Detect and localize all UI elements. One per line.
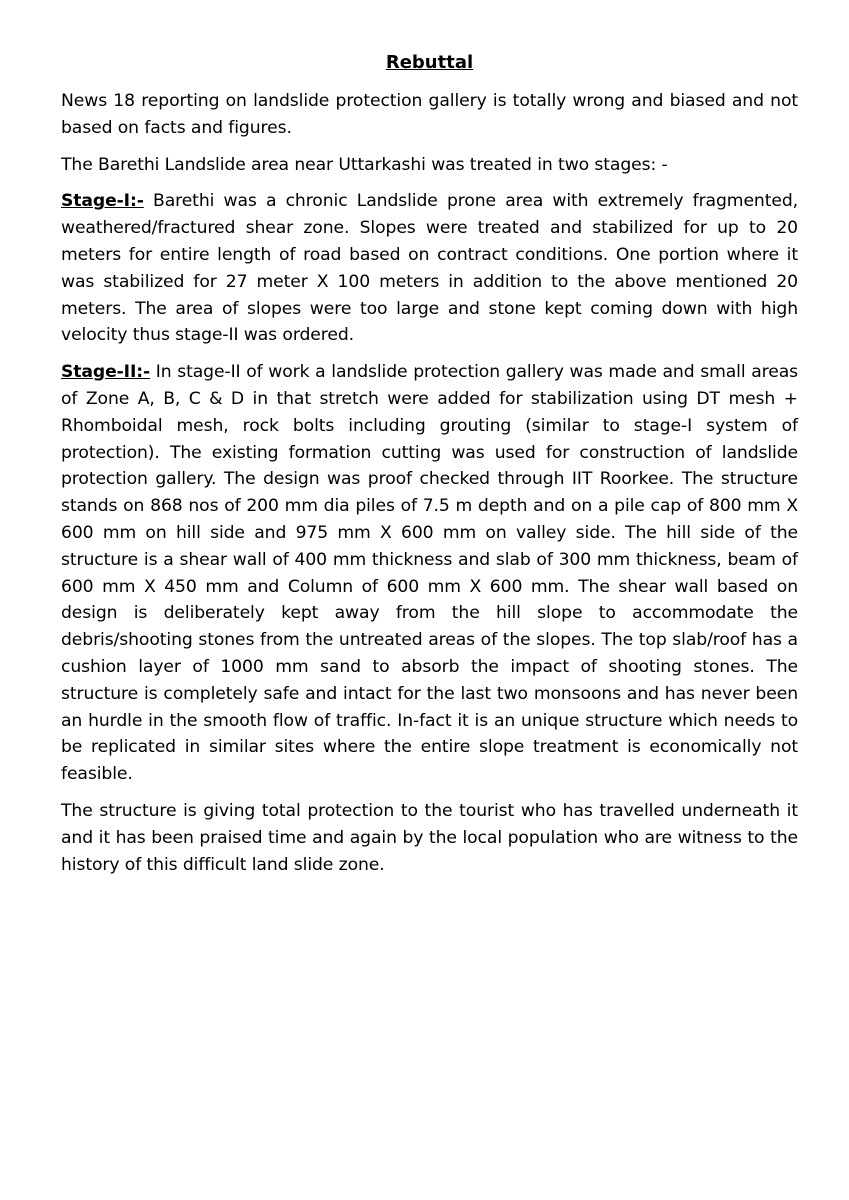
stages-intro-paragraph: The Barethi Landslide area near Uttarkashi was treated in two stages: - — [61, 154, 668, 175]
stage-1-label: Stage-I:- — [61, 191, 144, 212]
stage-1-paragraph — [61, 188, 798, 349]
intro-paragraph: News 18 reporting on landslide protection gallery is totally wrong and biased and not based on facts and figures. — [61, 91, 798, 138]
closing-paragraph: The structure is giving total protection to the tourist who has travelled underneath it and it has been praised time and again by the local population who are witness to the history of this difficult land slide zone. — [61, 800, 798, 875]
stage-2-paragraph — [61, 359, 798, 788]
stage-2-label: Stage-II:- — [61, 362, 151, 383]
stage-1-text: Barethi was a chronic Landslide prone area with extremely fragmented, weathered/fractured shear zone. Slopes were treated and stabilized for up to 20 meters for entire length of road based on contract conditions. One portion where it was stabilized for 27 meter X 100 meters in addition to the above mentioned 20 meters. The area of slopes were too large and stone kept coming down with high velocity thus stage-II was ordered. — [61, 191, 798, 346]
stage-2-text: In stage-II of work a landslide protection gallery was made and small areas of Zone A, B, C & D in that stretch were added for stabilization using DT mesh + Rhomboidal mesh, rock bolts including grouting (similar to stage-I system of protection). The existing formation cutting was used for construction of landslide protection gallery. The design was proof checked through IIT Roorkee. The structure stands on 868 nos of 200 mm dia piles of 7.5 m depth and on a pile cap of 800 mm X 600 mm on hill side and 975 mm X 600 mm on valley side. The hill side of the structure is a shear wall of 400 mm thickness and slab of 300 mm thickness, beam of 600 mm X 450 mm and Column of 600 mm X 600 mm. The shear wall based on design is deliberately kept away from the hill slope to accommodate the debris/shooting stones from the untreated areas of the slopes. The top slab/roof has a cushion layer of 1000 mm sand to absorb the impact of shooting stones. The structure is completely safe and intact for the last two monsoons and has never been an hurdle in the smooth flow of traffic. In-fact it is an unique structure which needs to be replicated in similar sites where the entire slope treatment is economically not feasible. — [61, 362, 798, 785]
document-title: Rebuttal — [385, 52, 474, 73]
document-page — [61, 50, 798, 888]
